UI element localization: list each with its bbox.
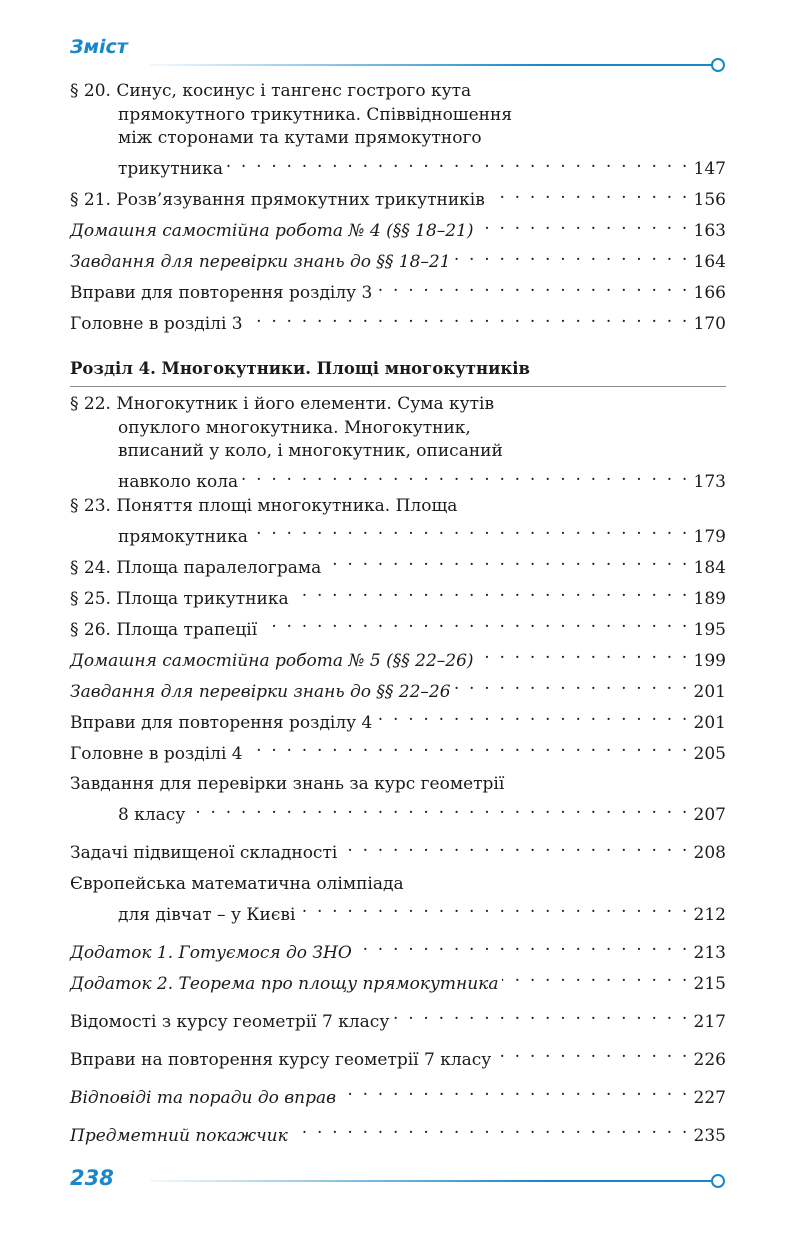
section-divider bbox=[70, 386, 726, 387]
dot-leader bbox=[252, 518, 690, 542]
toc-entry[interactable] bbox=[70, 934, 726, 965]
toc-entry-title: для дівчат – у Києві bbox=[118, 904, 296, 925]
toc-entry-title: Європейська математична олімпіада bbox=[70, 873, 404, 894]
toc-entry-line bbox=[70, 127, 726, 151]
toc-entry[interactable] bbox=[70, 965, 726, 996]
toc-entry-title: Головне в розділі 3 bbox=[70, 314, 243, 334]
dot-leader bbox=[247, 735, 690, 759]
dot-leader bbox=[356, 934, 690, 958]
toc-entry[interactable] bbox=[70, 1041, 726, 1072]
toc-entry[interactable] bbox=[70, 213, 726, 244]
toc-entry-line bbox=[70, 580, 726, 611]
dot-leader bbox=[393, 1003, 689, 1027]
toc-entry-line bbox=[70, 306, 726, 337]
toc-entry-page: 215 bbox=[693, 973, 726, 994]
toc-entry-page: 201 bbox=[693, 681, 726, 702]
toc-entry-line bbox=[70, 735, 726, 766]
toc-entry-page: 226 bbox=[693, 1049, 726, 1070]
toc-entry-title: § 23. Поняття площі многокутника. Площа bbox=[70, 495, 458, 516]
toc-entry-page: 147 bbox=[693, 159, 726, 179]
toc-entry[interactable] bbox=[70, 673, 726, 704]
toc-entry-title: 8 класу bbox=[118, 805, 186, 825]
toc-entry-title: Завдання для перевірки знань до §§ 22–26 bbox=[70, 681, 451, 702]
toc-entry-page: 213 bbox=[693, 942, 726, 963]
toc-entry-line bbox=[70, 549, 726, 580]
toc-entry-page: 184 bbox=[693, 557, 726, 578]
header-title: Зміст bbox=[70, 36, 128, 58]
toc-entry-line bbox=[70, 835, 726, 866]
toc-entry-line bbox=[70, 182, 726, 213]
toc-entry-line bbox=[70, 80, 726, 104]
toc-entry-line bbox=[70, 244, 726, 275]
dot-leader bbox=[376, 704, 689, 728]
toc-entry-title: § 20. Синус, косинус і тангенс гострого кута bbox=[70, 81, 472, 101]
toc-entry-line bbox=[70, 704, 726, 735]
toc-entry-title: Завдання для перевірки знань до §§ 18–21 bbox=[70, 252, 451, 272]
toc-entry[interactable] bbox=[70, 704, 726, 735]
toc-entry[interactable] bbox=[70, 306, 726, 337]
dot-leader bbox=[478, 642, 690, 666]
toc-entry-title: Додаток 1. Готуємося до ЗНО bbox=[70, 942, 352, 963]
toc-entry-title: прямокутника bbox=[118, 526, 248, 547]
toc-entry-line bbox=[70, 1117, 726, 1148]
toc-entry[interactable] bbox=[70, 735, 726, 766]
toc-entry-line bbox=[70, 518, 726, 549]
toc-entry-title: Домашня самостійна робота № 4 (§§ 18–21) bbox=[70, 221, 474, 241]
dot-leader bbox=[189, 797, 689, 821]
toc-entry-title: § 25. Площа трикутника bbox=[70, 588, 289, 609]
toc-entry-title: прямокутного трикутника. Співвідношення bbox=[118, 104, 513, 125]
toc-entry-title: Задачі підвищеної складності bbox=[70, 843, 338, 863]
toc-entry[interactable] bbox=[70, 182, 726, 213]
dot-leader bbox=[292, 1117, 690, 1141]
footer-rule bbox=[150, 1180, 712, 1182]
toc-entry-line bbox=[70, 1003, 726, 1034]
toc-entry[interactable] bbox=[70, 244, 726, 275]
toc-entry-page: 189 bbox=[693, 588, 726, 609]
dot-leader bbox=[455, 673, 690, 697]
toc-entry-line bbox=[70, 151, 726, 182]
toc-entry-line bbox=[70, 611, 726, 642]
toc-entry-title: Відповіді та поради до вправ bbox=[70, 1087, 336, 1108]
toc-entry-page: 201 bbox=[693, 712, 726, 733]
toc-entry-page: 212 bbox=[693, 904, 726, 925]
toc-entry-line bbox=[70, 773, 726, 797]
toc-entry-line bbox=[70, 1079, 726, 1110]
toc-group-section-4 bbox=[70, 393, 726, 1148]
toc-entry[interactable] bbox=[70, 1079, 726, 1110]
dot-leader bbox=[478, 213, 690, 237]
toc-entry-title: Вправи для повторення розділу 4 bbox=[70, 712, 373, 733]
toc-entry[interactable] bbox=[70, 611, 726, 642]
toc-entry-line bbox=[70, 464, 726, 495]
toc-entry-title: навколо кола bbox=[118, 472, 239, 492]
dot-leader bbox=[242, 464, 689, 488]
toc-entry-line bbox=[70, 440, 726, 464]
toc-entry-page: 164 bbox=[693, 252, 726, 272]
dot-leader bbox=[227, 151, 689, 175]
toc-entry-line bbox=[70, 393, 726, 417]
footer-rule-end-circle bbox=[711, 1174, 725, 1188]
toc-entry[interactable] bbox=[70, 495, 726, 550]
toc-entry-page: 217 bbox=[693, 1011, 726, 1032]
toc-entry-title: § 26. Площа трапеції bbox=[70, 619, 258, 640]
dot-leader bbox=[293, 580, 690, 604]
toc-entry-page: 208 bbox=[693, 843, 726, 863]
toc-entry[interactable] bbox=[70, 873, 726, 928]
toc-entry-page: 179 bbox=[693, 526, 726, 547]
toc-entry-line bbox=[70, 213, 726, 244]
toc-entry-title: Вправи для повторення розділу 3 bbox=[70, 283, 373, 303]
toc-entry-page: 163 bbox=[693, 221, 726, 241]
toc-entry[interactable] bbox=[70, 80, 726, 182]
toc-entry-title: Домашня самостійна робота № 5 (§§ 22–26) bbox=[70, 650, 474, 671]
dot-leader bbox=[247, 306, 690, 330]
toc-entry-title: Завдання для перевірки знань за курс геометрії bbox=[70, 774, 505, 794]
toc-entry-title: Предметний покажчик bbox=[70, 1125, 288, 1146]
header-rule-end-circle bbox=[711, 58, 725, 72]
header-rule bbox=[150, 64, 712, 66]
toc-entry-line bbox=[70, 1041, 726, 1072]
toc-group-section-3 bbox=[70, 80, 726, 337]
toc-entry-title: § 21. Розв’язування прямокутних трикутників bbox=[70, 190, 485, 210]
dot-leader bbox=[376, 275, 689, 299]
toc-entry-page: 156 bbox=[693, 190, 726, 210]
toc-entry[interactable] bbox=[70, 835, 726, 866]
toc-entry-page: 235 bbox=[693, 1125, 726, 1146]
toc-entry-title: Вправи на повторення курсу геометрії 7 класу bbox=[70, 1049, 492, 1070]
toc-entry[interactable] bbox=[70, 1003, 726, 1034]
toc-entry-line bbox=[70, 673, 726, 704]
toc-entry-page: 195 bbox=[693, 619, 726, 640]
dot-leader bbox=[489, 182, 690, 206]
toc-entry-page: 227 bbox=[693, 1087, 726, 1108]
toc-entry-line bbox=[70, 873, 726, 897]
table-of-contents bbox=[70, 80, 726, 1148]
toc-entry-page: 199 bbox=[693, 650, 726, 671]
toc-entry-line bbox=[70, 797, 726, 828]
toc-entry-title: § 22. Многокутник і його елементи. Сума кутів bbox=[70, 394, 495, 414]
toc-entry[interactable] bbox=[70, 773, 726, 828]
toc-entry-title: трикутника bbox=[118, 159, 224, 179]
toc-entry-title: опуклого многокутника. Многокутник, bbox=[118, 417, 471, 438]
toc-entry-page: 173 bbox=[693, 472, 726, 492]
toc-entry-line bbox=[70, 495, 726, 519]
toc-entry-line bbox=[70, 417, 726, 441]
toc-entry-title: § 24. Площа паралелограма bbox=[70, 557, 322, 578]
dot-leader bbox=[455, 244, 690, 268]
toc-entry-title: Додаток 2. Теорема про площу прямокутника bbox=[70, 973, 499, 994]
dot-leader bbox=[261, 611, 689, 635]
toc-entry-title: вписаний у коло, і многокутник, описаний bbox=[118, 441, 503, 461]
toc-entry-title: Головне в розділі 4 bbox=[70, 743, 243, 764]
toc-entry[interactable] bbox=[70, 1117, 726, 1148]
toc-entry-page: 166 bbox=[693, 283, 726, 303]
dot-leader bbox=[325, 549, 689, 573]
toc-entry[interactable] bbox=[70, 549, 726, 580]
dot-leader bbox=[502, 965, 689, 989]
toc-entry[interactable] bbox=[70, 275, 726, 306]
toc-entry-title: Відомості з курсу геометрії 7 класу bbox=[70, 1011, 390, 1032]
toc-entry[interactable] bbox=[70, 642, 726, 673]
toc-entry-line bbox=[70, 934, 726, 965]
toc-entry[interactable] bbox=[70, 580, 726, 611]
dot-leader bbox=[341, 835, 689, 859]
toc-entry-page: 170 bbox=[693, 314, 726, 334]
dot-leader bbox=[340, 1079, 690, 1103]
toc-entry[interactable] bbox=[70, 393, 726, 495]
toc-entry-line bbox=[70, 275, 726, 306]
dot-leader bbox=[299, 896, 689, 920]
toc-entry-line bbox=[70, 965, 726, 996]
section-heading: Розділ 4. Многокутники. Площі многокутників bbox=[70, 358, 530, 378]
toc-entry-line bbox=[70, 896, 726, 927]
toc-entry-page: 207 bbox=[693, 805, 726, 825]
dot-leader bbox=[495, 1041, 689, 1065]
toc-entry-line bbox=[70, 104, 726, 128]
page-number: 238 bbox=[70, 1166, 114, 1190]
toc-entry-line bbox=[70, 642, 726, 673]
toc-entry-page: 205 bbox=[693, 743, 726, 764]
toc-entry-title: між сторонами та кутами прямокутного bbox=[118, 128, 482, 148]
